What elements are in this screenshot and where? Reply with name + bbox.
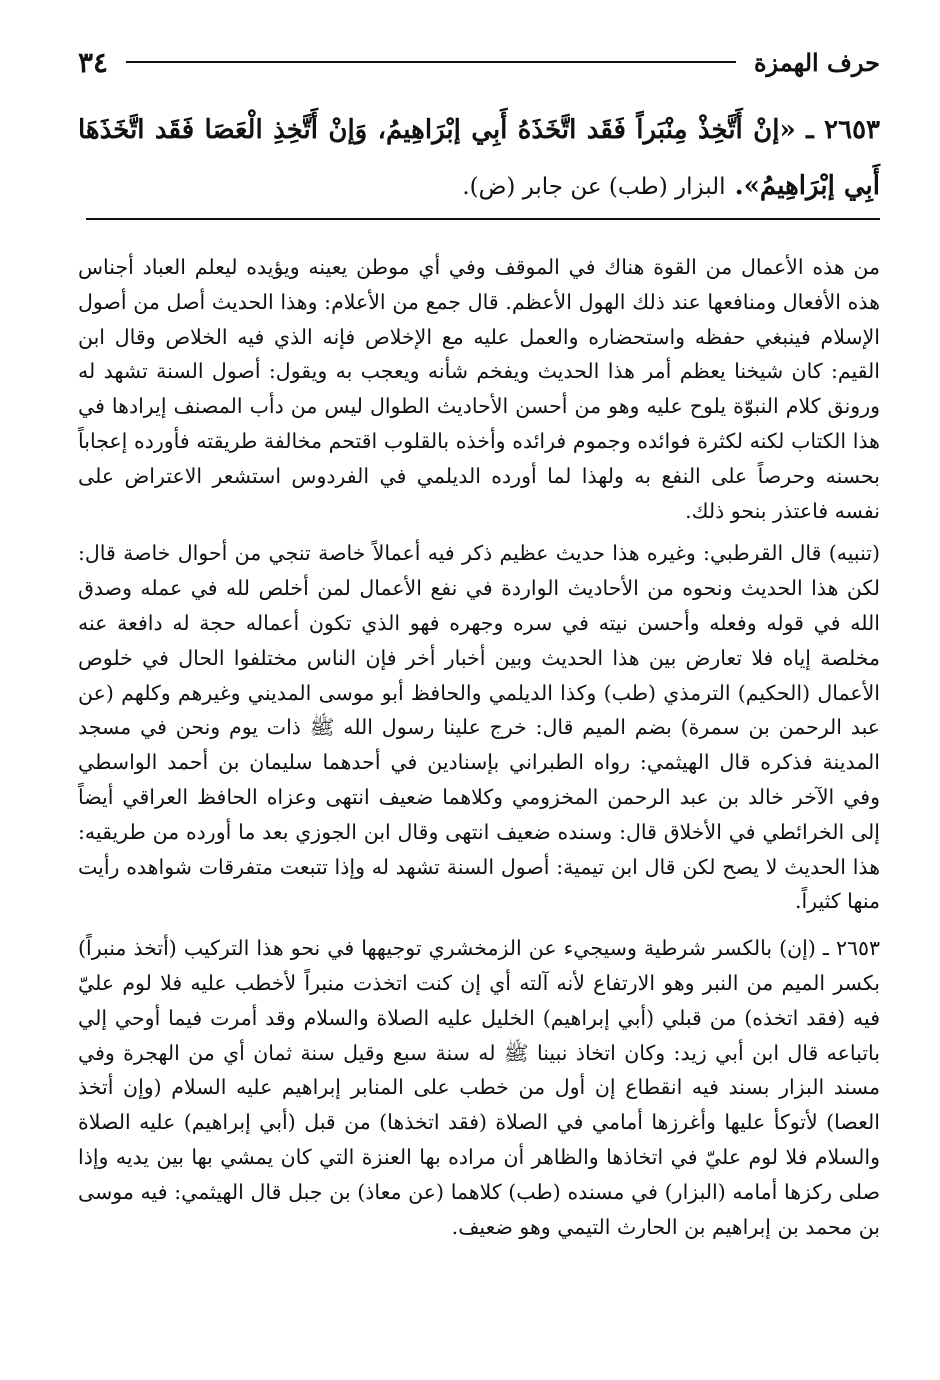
commentary-paragraph-3: ٢٦٥٣ ـ (إن) بالكسر شرطية وسيجيء عن الزمخشري توجيهها في نحو هذا التركيب (أتخذ منبراً) بكسر الميم من النبر وهو الارتفاع لأنه آلته أي إن كنت اتخذت منبراً لأخطب عليه فلا لوم عليّ فيه (فقد اتخذه) من قبلي (أبي إبراهيم) الخليل عليه الصلاة والسلام وقد أمرت فيما أوحي إلي باتباعه قال ابن أبي زيد: وكان اتخاذ نبينا ﷺ له سنة سبع وقيل سنة ثمان أي من الهجرة وفي مسند البزار بسند فيه انقطاع إن أول من خطب على المنابر إبراهيم عليه السلام (وإن أتخذ العصا) لأتوكأ عليها وأغرزها أمامي في الصلاة (فقد اتخذها) من قبل (أبي إبراهيم) عليه الصلاة والسلام فلا لوم عليّ في اتخاذها والظاهر أن مراده بها العنزة التي كان يمشي بها بين يديه وإذا صلى ركزها أمامه (البزار) في مسنده (طب) كلاهما (عن معاذ) بن جبل قال الهيثمي: فيه موسى بن محمد بن إبراهيم بن الحارث التيمي وهو ضعيف. bbox=[78, 936, 880, 1239]
hadith-body: «إنْ أَتَّخِذْ مِنْبَراً فَقَد اتَّخَذَهُ أَبِي إبْرَاهِيمُ، وَإنْ أَتَّخِذِ الْعَصَا فَقَد اتَّخَذَهَا أَبِي إبْرَاهِيمُ». bbox=[78, 115, 880, 201]
page-header bbox=[78, 44, 880, 80]
commentary-paragraph-1: من هذه الأعمال من القوة هناك في الموقف وفي أي موطن يعينه ويؤيده ليعلم العباد أجناس هذه الأفعال ومنافعها عند ذلك الهول الأعظم. قال جمع من الأعلام: وهذا الحديث أصل من أصول الإسلام فينبغي حفظه واستحضاره والعمل عليه مع الإخلاص فإنه الذي فيه الخلاص وقال ابن القيم: كان شيخنا يعظم أمر هذا الحديث ويفخم شأنه ويعجب به ويقول: أصول السنة تشهد له ورونق كلام النبوّة يلوح عليه وهو من أحسن الأحاديث الطوال ليس من دأب المصنف إيرادها في هذا الكتاب لكنه لكثرة فوائده وجموم فرائده وأخذه بالقلوب اقتحم مخالفة طريقته فأورده إعجاباً بحسنه وحرصاً على النفع به ولهذا لما أورده الديلمي في الفردوس استشعر الاعتراض على نفسه فاعتذر بنحو ذلك. bbox=[78, 255, 880, 523]
hadith-text bbox=[78, 102, 880, 215]
header-rule bbox=[126, 61, 736, 63]
commentary-paragraph-2: (تنبيه) قال القرطبي: وغيره هذا حديث عظيم ذكر فيه أعمالاً خاصة تنجي من أحوال خاصة قال: لكن هذا الحديث ونحوه من الأحاديث الواردة في نفع الأعمال لمن أخلص لله في عمله وصدق الله في قوله وفعله وأحسن نيته في سره وجهره فهو الذي تكون أعماله حجة له دافعة عنه مخلصة إياه فلا تعارض بين هذا الحديث وبين أخبار أخر فإن الناس مختلفوا الحال في خلوص الأعمال (الحكيم) الترمذي (طب) وكذا الديلمي والحافظ أبو موسى المديني وغيرهم وكلهم (عن عبد الرحمن بن سمرة) بضم الميم قال: خرج علينا رسول الله ﷺ ذات يوم ونحن في مسجد المدينة فذكره قال الهيثمي: رواه الطبراني بإسنادين في أحدهما سليمان بن أحمد الواسطي وفي الآخر خالد بن عبد الرحمن المخزومي وكلاهما ضعيف انتهى وعزاه الحافظ العراقي أيضاً إلى الخرائطي في الأخلاق قال: وسنده ضعيف انتهى وقال ابن الجوزي بعد ما أورده من طريقيه: هذا الحديث لا يصح لكن قال ابن تيمية: أصول السنة تشهد له وإذا تتبعت متفرقات شواهده رأيت منها كثيراً. bbox=[78, 541, 880, 914]
page-number: ٣٤ bbox=[78, 45, 109, 79]
hadith-source: البزار (طب) عن جابر (ض). bbox=[462, 174, 726, 200]
hadith-number: ٢٦٥٣ bbox=[824, 115, 880, 145]
commentary bbox=[78, 250, 880, 1252]
section-divider bbox=[86, 218, 880, 220]
section-title: حرف الهمزة bbox=[753, 47, 880, 77]
hadith-dash: ـ bbox=[795, 115, 814, 145]
